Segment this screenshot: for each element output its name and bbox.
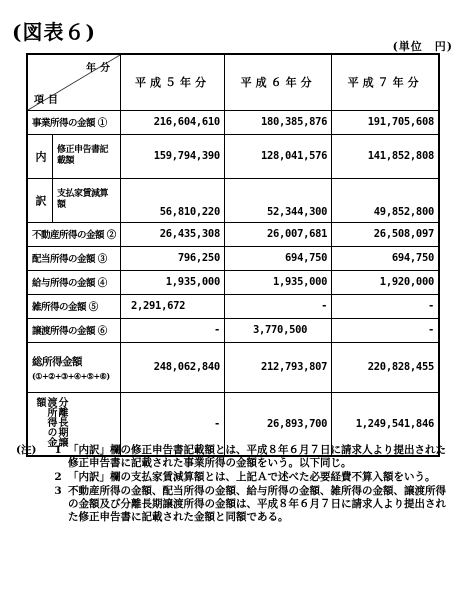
cell-value: 1,920,000 [332,270,439,294]
group-label-wake: 訳 [27,178,53,222]
note-prefix: (注) [16,444,37,456]
header-year-h6: 平成６年分 [224,54,331,110]
table-row [27,246,439,270]
cell-value: 1,935,000 [224,270,331,294]
row-label-total [27,342,120,392]
cell-value: 694,750 [224,246,331,270]
table-row [27,222,439,246]
note-text: 「内訳」欄の支払家賃減算額とは、上記Ａで述べた必要経費不算入額をいう。 [68,471,436,483]
cell-value: 128,041,576 [224,134,331,178]
header-corner-cell [27,54,120,110]
cell-value: 56,810,220 [120,178,224,222]
row-label: 総所得金額 [32,355,82,368]
cell-value: 159,794,390 [120,134,224,178]
note-item [16,471,456,484]
cell-value: 1,935,000 [120,270,224,294]
table-row [27,342,439,392]
note-number: 1 [54,444,62,456]
cell-value: 220,828,455 [332,342,439,392]
cell-value: 796,250 [120,246,224,270]
cell-value: 191,705,608 [332,110,439,134]
cell-value: 2,291,672 [120,294,224,318]
cell-value: 26,007,681 [224,222,331,246]
table-row [27,110,439,134]
table-row [27,134,439,178]
figure-title: (図表６) [12,20,96,44]
note-text: 不動産所得の金額、配当所得の金額、給与所得の金額、雑所得の金額、譲渡所得の金額及び分離長期譲渡所得の金額は、平成８年６月７日に請求人より提出された修正申告書に記載された金額と同額である。 [68,485,446,523]
row-label: 給与所得の金額 ④ [27,270,120,294]
row-label: 分離長期譲渡所得の金額 [34,396,67,447]
row-label: 不動産所得の金額 ② [27,222,120,246]
cell-value: 26,508,097 [332,222,439,246]
note-prefix [16,471,48,484]
cell-value: 26,435,308 [120,222,224,246]
cell-value: - [120,318,224,342]
table-row [27,178,439,222]
header-corner-item: 項目 [34,94,62,106]
note-number: 3 [54,485,62,497]
cell-value: 141,852,808 [332,134,439,178]
cell-value: 212,793,807 [224,342,331,392]
table-row [27,294,439,318]
cell-value: - [120,392,224,456]
row-label: 事業所得の金額 ① [27,110,120,134]
cell-value: 52,344,300 [224,178,331,222]
cell-value: 3,770,500 [224,318,331,342]
cell-value: - [332,318,439,342]
cell-value: - [224,294,331,318]
cell-value: 216,604,610 [120,110,224,134]
notes-section [16,444,456,525]
cell-value: 248,062,840 [120,342,224,392]
header-corner-year: 年分 [85,63,114,74]
cell-value: 49,852,800 [332,178,439,222]
income-table [26,53,440,457]
cell-value: 26,893,700 [224,392,331,456]
table-row [27,270,439,294]
row-label: 雑所得の金額 ⑤ [27,294,120,318]
row-label: 配当所得の金額 ③ [27,246,120,270]
note-item [16,444,456,470]
note-number: 2 [54,471,62,483]
header-year-h5: 平成５年分 [120,54,224,110]
note-prefix [16,485,48,524]
note-item [16,485,456,524]
row-label: 支払家賃減算額 [53,178,121,222]
unit-label: (単位 円) [392,40,453,53]
cell-value: 1,249,541,846 [332,392,439,456]
cell-value: 694,750 [332,246,439,270]
table-row [27,318,439,342]
table-header-row [27,54,439,110]
row-label: 譲渡所得の金額 ⑥ [27,318,120,342]
cell-value: - [332,294,439,318]
row-sublabel: (①+②+③+④+⑤+⑥) [32,370,110,381]
row-label: 修正申告書記載額 [53,134,121,178]
cell-value: 180,385,876 [224,110,331,134]
header-year-h7: 平成７年分 [332,54,439,110]
note-text: 「内訳」欄の修正申告書記載額とは、平成８年６月７日に請求人より提出された修正申告書に記載された事業所得の金額をいう。以下同じ。 [68,444,446,469]
group-label-uchi: 内 [27,134,53,178]
